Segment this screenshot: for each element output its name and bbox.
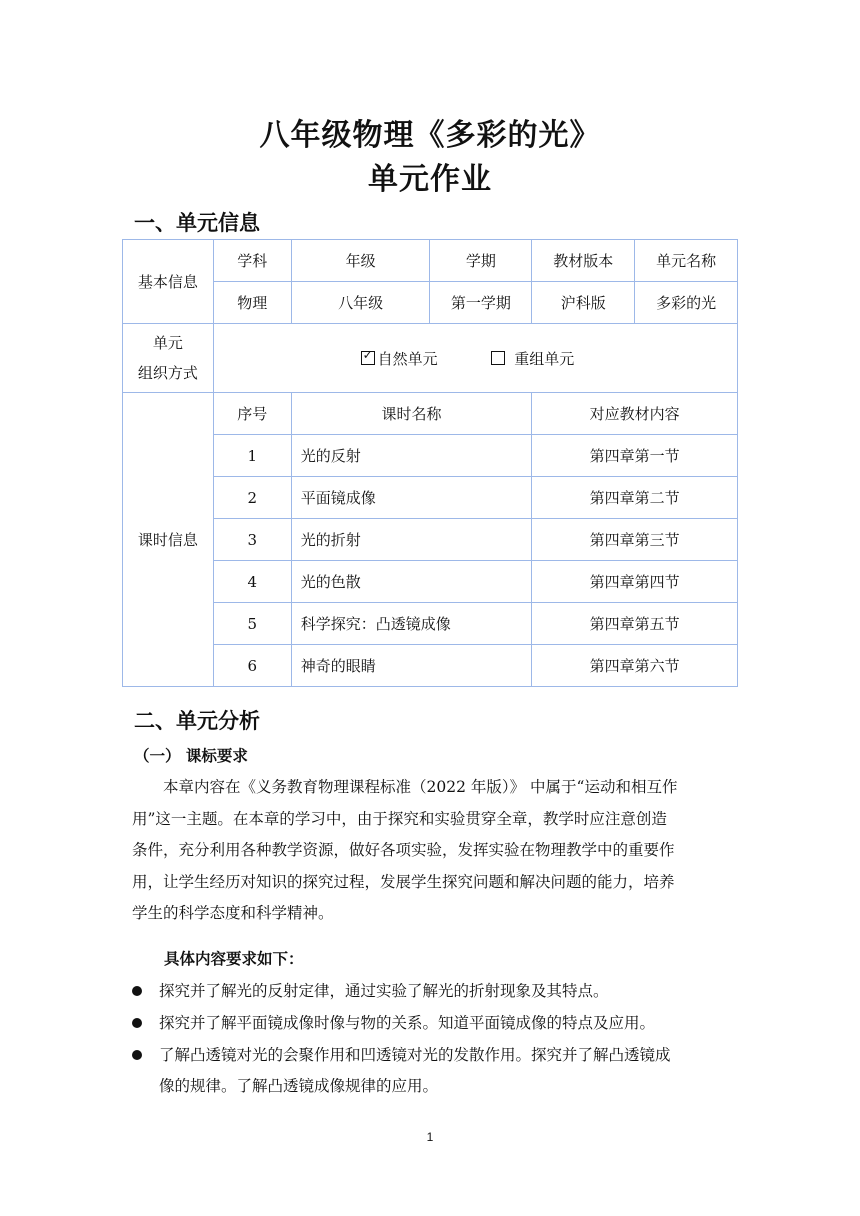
lesson-content: 第四章第二节 [532, 477, 738, 519]
header-unit-name: 单元名称 [635, 240, 738, 282]
header-subject: 学科 [213, 240, 291, 282]
lesson-content: 第四章第三节 [532, 519, 738, 561]
page-number: 1 [426, 1130, 434, 1144]
lesson-content: 第四章第五节 [532, 603, 738, 645]
lesson-content: 第四章第六节 [532, 645, 738, 687]
org-mode-label-line2: 组织方式 [137, 364, 198, 382]
list-item-continuation: 像的规律。了解凸透镜成像规律的应用。 [159, 1077, 439, 1095]
table-row [123, 477, 738, 519]
lesson-name: 平面镜成像 [291, 477, 532, 519]
lesson-no: 3 [213, 519, 291, 561]
value-subject: 物理 [213, 282, 291, 324]
lesson-info-label: 课时信息 [123, 393, 214, 687]
lesson-no: 6 [213, 645, 291, 687]
requirements-heading: 具体内容要求如下： [164, 950, 304, 968]
document-title-line2: 单元作业 [368, 162, 492, 197]
paragraph-line: 用”这一主题。在本章的学习中，由于探究和实验贯穿全章，教学时应注意创造 [132, 809, 667, 828]
value-unit-name: 多彩的光 [635, 282, 738, 324]
table-row [123, 435, 738, 477]
lesson-no: 1 [213, 435, 291, 477]
lesson-name: 光的反射 [291, 435, 532, 477]
list-item-text: 了解凸透镜对光的会聚作用和凹透镜对光的发散作用。探究并了解凸透镜成 [159, 1046, 671, 1064]
lesson-name: 光的色散 [291, 561, 532, 603]
section-heading-unit-analysis: 二、单元分析 [134, 709, 260, 733]
paragraph-line: 本章内容在《义务教育物理课程标准（2022 年版）》 中属于“运动和相互作 [163, 778, 678, 796]
lesson-no: 5 [213, 603, 291, 645]
regroup-unit-checkbox[interactable] [491, 351, 505, 365]
lesson-name: 科学探究：凸透镜成像 [291, 603, 532, 645]
bullet-dot-icon [132, 986, 142, 996]
value-grade: 八年级 [291, 282, 430, 324]
list-item-text: 探究并了解平面镜成像时像与物的关系。知道平面镜成像的特点及应用。 [159, 1014, 656, 1032]
lesson-header-name: 课时名称 [291, 393, 532, 435]
lesson-header-no: 序号 [213, 393, 291, 435]
paragraph-line: 学生的科学态度和科学精神。 [132, 904, 334, 922]
lesson-no: 4 [213, 561, 291, 603]
org-mode-label-line1: 单元 [152, 334, 183, 352]
paragraph-line: 用，让学生经历对知识的探究过程，发展学生探究问题和解决问题的能力，培养 [132, 872, 675, 891]
table-row [123, 603, 738, 645]
header-grade: 年级 [291, 240, 430, 282]
basic-info-label: 基本信息 [123, 240, 214, 324]
regroup-unit-label: 重组单元 [514, 349, 575, 368]
bullet-dot-icon [132, 1018, 142, 1028]
table-row [123, 519, 738, 561]
unit-info-table [122, 239, 738, 687]
header-edition: 教材版本 [532, 240, 635, 282]
table-row [123, 561, 738, 603]
lesson-content: 第四章第一节 [532, 435, 738, 477]
lesson-no: 2 [213, 477, 291, 519]
document-title-line1: 八年级物理《多彩的光》 [259, 118, 601, 153]
list-item-text: 探究并了解光的反射定律，通过实验了解光的折射现象及其特点。 [159, 982, 609, 1000]
natural-unit-label: 自然单元 [377, 349, 438, 368]
lesson-content: 第四章第四节 [532, 561, 738, 603]
bullet-dot-icon [132, 1050, 142, 1060]
subheading-curriculum-requirements: （一） 课标要求 [134, 747, 248, 765]
natural-unit-checkbox[interactable] [361, 351, 375, 365]
paragraph-line: 条件，充分利用各种教学资源，做好各项实验，发挥实验在物理教学中的重要作 [132, 841, 675, 859]
header-term: 学期 [430, 240, 532, 282]
curriculum-paragraph [132, 772, 732, 930]
section-heading-unit-info: 一、单元信息 [134, 211, 260, 235]
org-mode-options [213, 324, 737, 393]
value-edition: 沪科版 [532, 282, 635, 324]
lesson-name: 光的折射 [291, 519, 532, 561]
lesson-name: 神奇的眼睛 [291, 645, 532, 687]
value-term: 第一学期 [430, 282, 532, 324]
table-row [123, 645, 738, 687]
org-mode-label [123, 324, 214, 393]
lesson-header-content: 对应教材内容 [532, 393, 738, 435]
